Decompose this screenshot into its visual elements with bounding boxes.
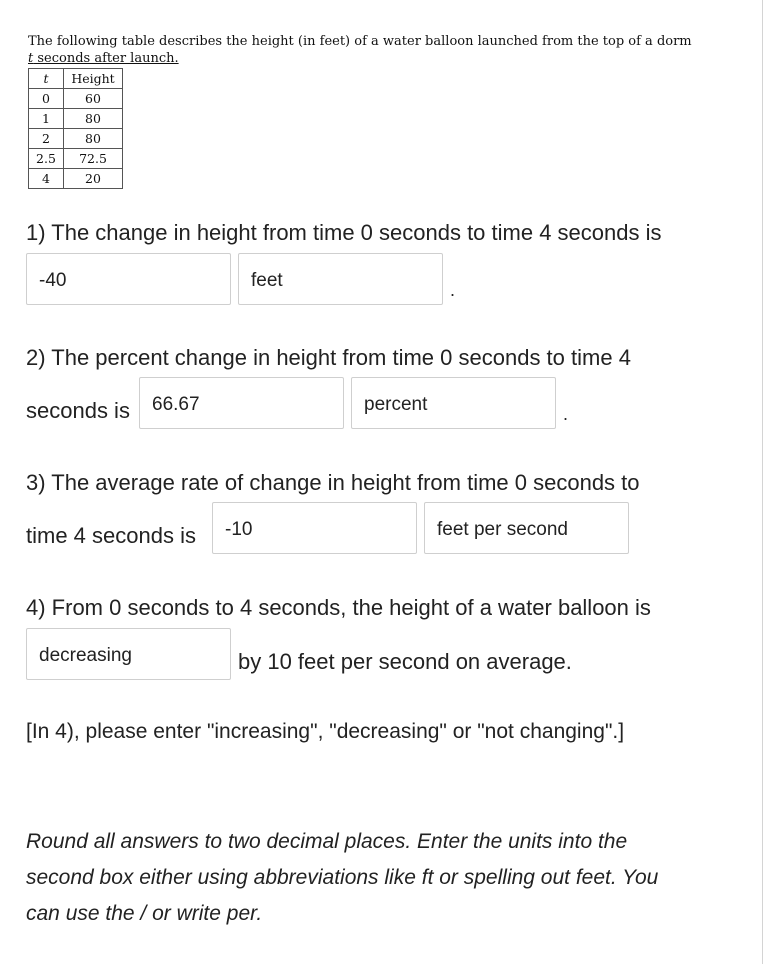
question-1-text: 1) The change in height from time 0 seconds to time 4 seconds is [26,220,662,245]
instruction-note: [In 4), please enter "increasing", "decreasing" or "not changing".] [26,720,625,743]
table-cell-height: 72.5 [64,149,123,169]
q4-answer-input[interactable]: decreasing [26,628,231,680]
table-cell-height: 80 [64,129,123,149]
question-2-text: 2) The percent change in height from time 0 seconds to time 4 [26,345,631,370]
intro-line-2-rest: seconds after launch. [33,51,179,66]
table-cell-height: 60 [64,89,123,109]
q1-period: . [450,280,456,300]
rounding-instructions [26,824,726,932]
q1-answer-input[interactable]: -40 [26,253,231,305]
q3-answer-input[interactable]: -10 [212,502,417,554]
question-3-text-cont: time 4 seconds is [26,523,196,548]
question-4-text-after: by 10 feet per second on average. [238,649,572,674]
table-row [29,89,123,109]
rounding-line-3: can use the / or write per. [26,902,263,925]
table-row [29,129,123,149]
table-cell-t: 4 [29,169,64,189]
intro-line-2 [28,50,748,67]
q3-unit-input[interactable]: feet per second [424,502,629,554]
rounding-line-1: Round all answers to two decimal places. Enter the units into the [26,830,628,853]
table-header-height: Height [64,69,123,89]
table-row [29,169,123,189]
height-table [28,68,123,189]
intro-line-1: The following table describes the height (in feet) of a water balloon launched from the top of a dorm [28,34,692,49]
table-row [29,109,123,129]
problem-intro [28,33,748,67]
page-border [762,0,763,964]
rounding-line-2: second box either using abbreviations like ft or spelling out feet. You [26,866,659,889]
table-cell-height: 80 [64,109,123,129]
table-header-t: t [29,69,64,89]
table-cell-height: 20 [64,169,123,189]
table-header-row [29,69,123,89]
question-2-text-cont: seconds is [26,398,130,423]
table-cell-t: 2.5 [29,149,64,169]
q2-unit-input[interactable]: percent [351,377,556,429]
table-cell-t: 2 [29,129,64,149]
table-row [29,149,123,169]
q1-unit-input[interactable]: feet [238,253,443,305]
table-cell-t: 1 [29,109,64,129]
question-3-text: 3) The average rate of change in height from time 0 seconds to [26,470,640,495]
q2-answer-input[interactable]: 66.67 [139,377,344,429]
q2-period: . [563,404,569,424]
table-cell-t: 0 [29,89,64,109]
question-4-text: 4) From 0 seconds to 4 seconds, the height of a water balloon is [26,595,651,620]
intro-variable-t: t [28,51,34,66]
